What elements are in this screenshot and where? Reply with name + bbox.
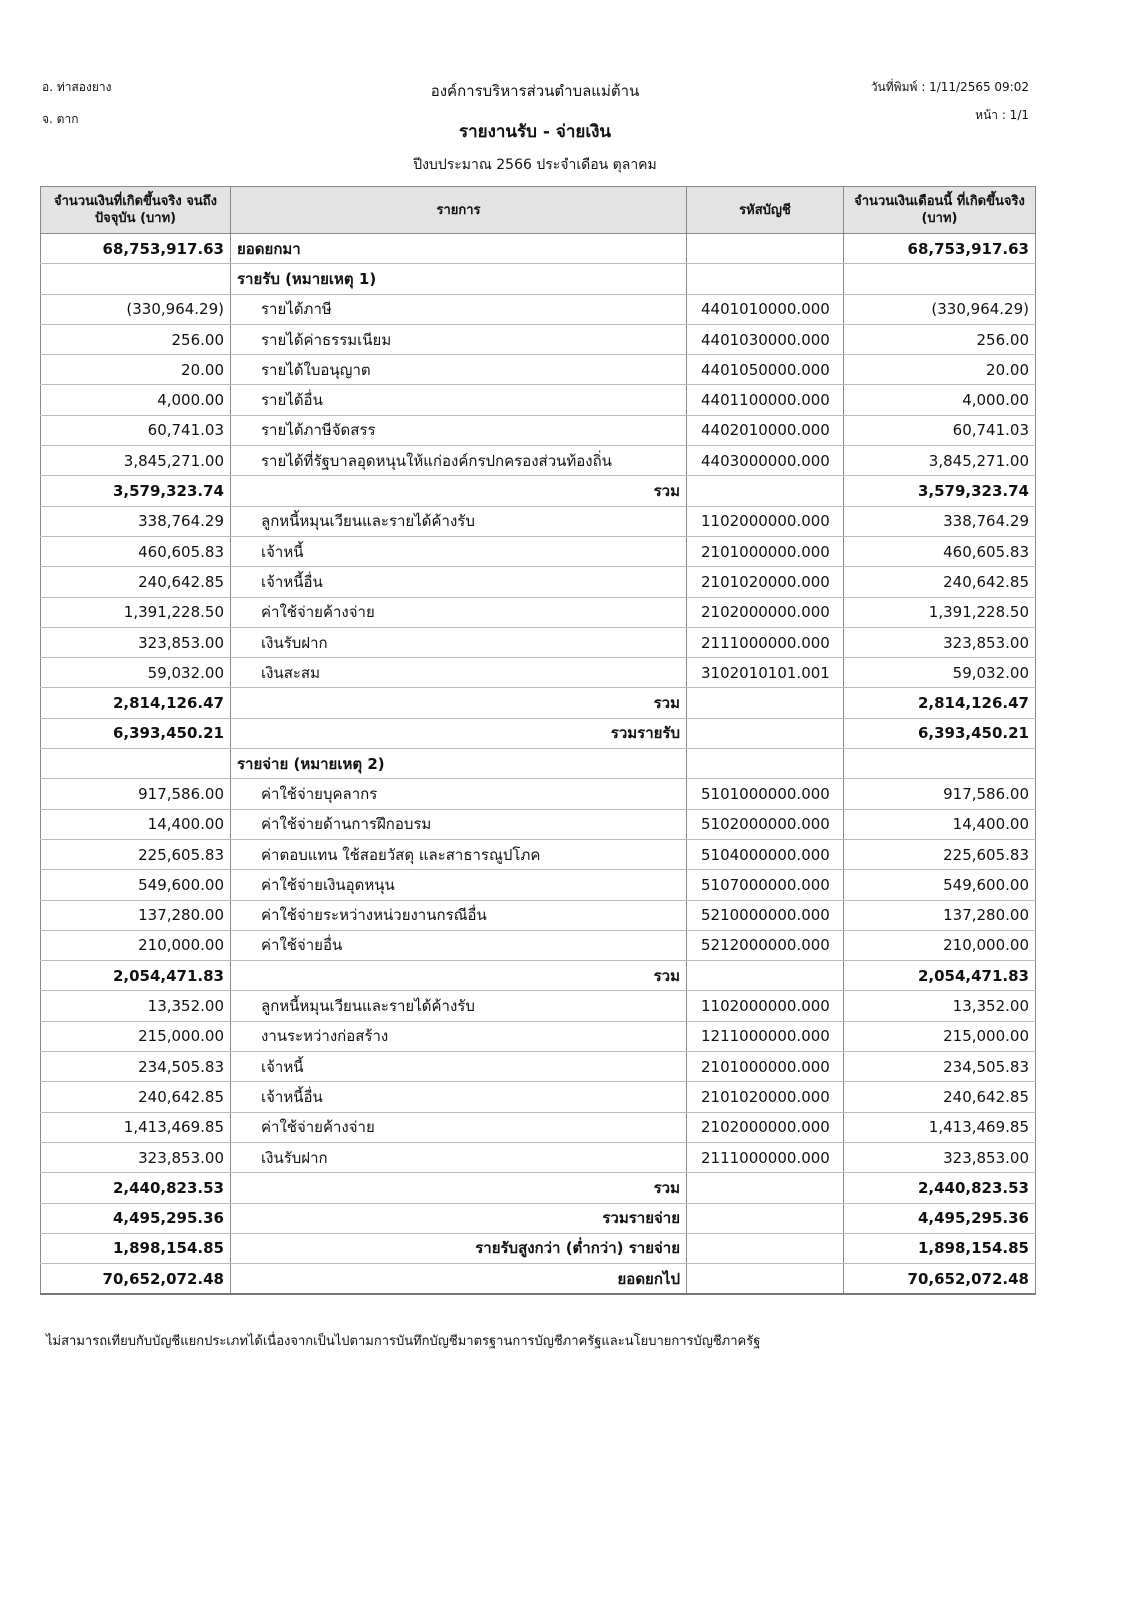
cell-month-amount: 14,400.00 xyxy=(844,809,1036,839)
cell-item-label: ค่าใช้จ่ายด้านการฝึกอบรม xyxy=(231,809,687,839)
table-row xyxy=(41,264,1036,294)
cell-account-code: 3102010101.001 xyxy=(687,658,844,688)
cell-ytd-amount: 4,495,295.36 xyxy=(41,1203,231,1233)
cell-ytd-amount: (330,964.29) xyxy=(41,294,231,324)
cell-item-label: ค่าใช้จ่ายค้างจ่าย xyxy=(231,597,687,627)
report-subtitle: ปีงบประมาณ 2566 ประจำเดือน ตุลาคม xyxy=(413,157,657,173)
table-row xyxy=(41,1203,1036,1233)
cell-account-code: 4401050000.000 xyxy=(687,355,844,385)
cell-month-amount: 240,642.85 xyxy=(844,567,1036,597)
table-row xyxy=(41,658,1036,688)
cell-month-amount: 460,605.83 xyxy=(844,536,1036,566)
cell-ytd-amount: 70,652,072.48 xyxy=(41,1264,231,1295)
cell-account-code xyxy=(687,1203,844,1233)
cell-ytd-amount xyxy=(41,749,231,779)
cell-month-amount: 68,753,917.63 xyxy=(844,234,1036,264)
table-row xyxy=(41,1021,1036,1051)
cell-item-label: รวมรายจ่าย xyxy=(231,1203,687,1233)
cell-item-label: ค่าใช้จ่ายบุคลากร xyxy=(231,779,687,809)
cell-ytd-amount: 3,845,271.00 xyxy=(41,446,231,476)
cell-item-label: งานระหว่างก่อสร้าง xyxy=(231,1021,687,1051)
cell-month-amount: 1,413,469.85 xyxy=(844,1112,1036,1142)
cell-item-label: รายได้อื่น xyxy=(231,385,687,415)
cell-account-code: 4403000000.000 xyxy=(687,446,844,476)
cell-account-code xyxy=(687,476,844,506)
table-row xyxy=(41,749,1036,779)
cell-month-amount: 59,032.00 xyxy=(844,658,1036,688)
cell-month-amount: 549,600.00 xyxy=(844,870,1036,900)
cell-item-label: ค่าใช้จ่ายอื่น xyxy=(231,930,687,960)
table-row xyxy=(41,779,1036,809)
cell-ytd-amount: 4,000.00 xyxy=(41,385,231,415)
cell-month-amount: 2,440,823.53 xyxy=(844,1173,1036,1203)
cell-ytd-amount xyxy=(41,264,231,294)
table-row xyxy=(41,1233,1036,1263)
cell-ytd-amount: 1,391,228.50 xyxy=(41,597,231,627)
cell-ytd-amount: 2,440,823.53 xyxy=(41,1173,231,1203)
cell-item-label: รายได้ใบอนุญาต xyxy=(231,355,687,385)
cell-ytd-amount: 137,280.00 xyxy=(41,900,231,930)
cell-ytd-amount: 13,352.00 xyxy=(41,991,231,1021)
table-row xyxy=(41,1173,1036,1203)
page-number: หน้า : 1/1 xyxy=(975,108,1029,122)
table-row xyxy=(41,1112,1036,1142)
cell-item-label: เงินรับฝาก xyxy=(231,627,687,657)
table-row xyxy=(41,355,1036,385)
cell-item-label: เจ้าหนี้อื่น xyxy=(231,567,687,597)
table-row xyxy=(41,597,1036,627)
cell-ytd-amount: 20.00 xyxy=(41,355,231,385)
cell-account-code xyxy=(687,718,844,748)
cell-month-amount: 6,393,450.21 xyxy=(844,718,1036,748)
cell-ytd-amount: 59,032.00 xyxy=(41,658,231,688)
cell-item-label: เงินสะสม xyxy=(231,658,687,688)
cell-account-code: 4401030000.000 xyxy=(687,324,844,354)
cell-ytd-amount: 6,393,450.21 xyxy=(41,718,231,748)
table-row xyxy=(41,1264,1036,1295)
cell-item-label: รายได้ภาษีจัดสรร xyxy=(231,415,687,445)
cell-account-code: 4402010000.000 xyxy=(687,415,844,445)
cell-month-amount: 20.00 xyxy=(844,355,1036,385)
cell-month-amount: 234,505.83 xyxy=(844,1052,1036,1082)
cell-ytd-amount: 323,853.00 xyxy=(41,1142,231,1172)
cell-ytd-amount: 2,814,126.47 xyxy=(41,688,231,718)
cell-ytd-amount: 240,642.85 xyxy=(41,567,231,597)
province-label: จ. ตาก xyxy=(42,112,79,126)
cell-month-amount: 70,652,072.48 xyxy=(844,1264,1036,1295)
cell-item-label: ค่าตอบแทน ใช้สอยวัสดุ และสาธารณูปโภค xyxy=(231,839,687,869)
cell-ytd-amount: 3,579,323.74 xyxy=(41,476,231,506)
cell-ytd-amount: 14,400.00 xyxy=(41,809,231,839)
table-row xyxy=(41,991,1036,1021)
organization-name: องค์การบริหารส่วนตำบลแม่ต้าน xyxy=(430,82,640,100)
table-row xyxy=(41,506,1036,536)
cell-ytd-amount: 1,898,154.85 xyxy=(41,1233,231,1263)
cell-month-amount: 323,853.00 xyxy=(844,1142,1036,1172)
cell-ytd-amount: 917,586.00 xyxy=(41,779,231,809)
table-row xyxy=(41,536,1036,566)
cell-account-code: 2101000000.000 xyxy=(687,536,844,566)
table-row xyxy=(41,688,1036,718)
cell-ytd-amount: 215,000.00 xyxy=(41,1021,231,1051)
table-row xyxy=(41,1052,1036,1082)
table-row xyxy=(41,870,1036,900)
cell-account-code: 2102000000.000 xyxy=(687,597,844,627)
footnote: ไม่สามารถเทียบกับบัญชีแยกประเภทได้เนื่องจากเป็นไปตามการบันทึกบัญชีมาตรฐานการบัญชีภาครัฐและนโยบายการบัญชีภาครัฐ xyxy=(46,1334,761,1349)
cell-month-amount: 215,000.00 xyxy=(844,1021,1036,1051)
cell-month-amount: 4,000.00 xyxy=(844,385,1036,415)
cell-account-code: 5210000000.000 xyxy=(687,900,844,930)
cell-account-code xyxy=(687,1264,844,1295)
cell-month-amount: 4,495,295.36 xyxy=(844,1203,1036,1233)
table-body xyxy=(41,234,1036,1295)
cell-month-amount: 225,605.83 xyxy=(844,839,1036,869)
cell-month-amount: 210,000.00 xyxy=(844,930,1036,960)
table-row xyxy=(41,809,1036,839)
table-row xyxy=(41,385,1036,415)
cell-item-label: ยอดยกไป xyxy=(231,1264,687,1295)
table-row xyxy=(41,476,1036,506)
cell-item-label: รายจ่าย (หมายเหตุ 2) xyxy=(231,749,687,779)
cell-month-amount: 137,280.00 xyxy=(844,900,1036,930)
cell-item-label: ค่าใช้จ่ายค้างจ่าย xyxy=(231,1112,687,1142)
cell-account-code: 5212000000.000 xyxy=(687,930,844,960)
cell-ytd-amount: 256.00 xyxy=(41,324,231,354)
cell-account-code xyxy=(687,264,844,294)
cell-item-label: รวมรายรับ xyxy=(231,718,687,748)
cell-item-label: เงินรับฝาก xyxy=(231,1142,687,1172)
cell-account-code: 5101000000.000 xyxy=(687,779,844,809)
cell-account-code: 1102000000.000 xyxy=(687,506,844,536)
cell-account-code xyxy=(687,688,844,718)
cell-item-label: เจ้าหนี้อื่น xyxy=(231,1082,687,1112)
cell-ytd-amount: 210,000.00 xyxy=(41,930,231,960)
table-row xyxy=(41,324,1036,354)
cell-item-label: รายรับสูงกว่า (ต่ำกว่า) รายจ่าย xyxy=(231,1233,687,1263)
cell-account-code: 2111000000.000 xyxy=(687,1142,844,1172)
cell-item-label: รายได้ภาษี xyxy=(231,294,687,324)
cell-item-label: รวม xyxy=(231,476,687,506)
cell-ytd-amount: 240,642.85 xyxy=(41,1082,231,1112)
cell-account-code: 5107000000.000 xyxy=(687,870,844,900)
cell-month-amount: (330,964.29) xyxy=(844,294,1036,324)
cell-item-label: รายรับ (หมายเหตุ 1) xyxy=(231,264,687,294)
cell-item-label: รวม xyxy=(231,688,687,718)
cell-account-code: 5104000000.000 xyxy=(687,839,844,869)
cell-account-code: 2101020000.000 xyxy=(687,567,844,597)
cell-ytd-amount: 338,764.29 xyxy=(41,506,231,536)
column-header-month: จำนวนเงินเดือนนี้ ที่เกิดขึ้นจริง (บาท) xyxy=(844,187,1036,234)
cell-month-amount: 2,814,126.47 xyxy=(844,688,1036,718)
cell-month-amount xyxy=(844,264,1036,294)
cell-month-amount: 256.00 xyxy=(844,324,1036,354)
cell-ytd-amount: 1,413,469.85 xyxy=(41,1112,231,1142)
receipts-payments-table xyxy=(40,186,1036,1295)
table-row xyxy=(41,1142,1036,1172)
cell-account-code: 1102000000.000 xyxy=(687,991,844,1021)
cell-ytd-amount: 549,600.00 xyxy=(41,870,231,900)
cell-account-code: 4401010000.000 xyxy=(687,294,844,324)
cell-item-label: เจ้าหนี้ xyxy=(231,1052,687,1082)
table-row xyxy=(41,294,1036,324)
cell-account-code: 4401100000.000 xyxy=(687,385,844,415)
table-header-row xyxy=(41,187,1036,234)
cell-account-code xyxy=(687,1173,844,1203)
table-row xyxy=(41,900,1036,930)
cell-account-code: 2111000000.000 xyxy=(687,627,844,657)
cell-account-code: 2102000000.000 xyxy=(687,1112,844,1142)
table-row xyxy=(41,1082,1036,1112)
table-row xyxy=(41,627,1036,657)
cell-item-label: ค่าใช้จ่ายระหว่างหน่วยงานกรณีอื่น xyxy=(231,900,687,930)
cell-month-amount: 240,642.85 xyxy=(844,1082,1036,1112)
cell-ytd-amount: 460,605.83 xyxy=(41,536,231,566)
cell-ytd-amount: 323,853.00 xyxy=(41,627,231,657)
table-row xyxy=(41,415,1036,445)
cell-item-label: ลูกหนี้หมุนเวียนและรายได้ค้างรับ xyxy=(231,506,687,536)
cell-account-code xyxy=(687,749,844,779)
cell-month-amount: 13,352.00 xyxy=(844,991,1036,1021)
cell-account-code: 1211000000.000 xyxy=(687,1021,844,1051)
cell-ytd-amount: 225,605.83 xyxy=(41,839,231,869)
cell-month-amount: 323,853.00 xyxy=(844,627,1036,657)
report-title: รายงานรับ - จ่ายเงิน xyxy=(458,122,612,142)
district-label: อ. ท่าสองยาง xyxy=(42,80,112,94)
table-row xyxy=(41,961,1036,991)
cell-item-label: รวม xyxy=(231,1173,687,1203)
cell-account-code: 2101000000.000 xyxy=(687,1052,844,1082)
cell-ytd-amount: 2,054,471.83 xyxy=(41,961,231,991)
cell-month-amount: 1,898,154.85 xyxy=(844,1233,1036,1263)
table-row xyxy=(41,930,1036,960)
cell-ytd-amount: 68,753,917.63 xyxy=(41,234,231,264)
cell-month-amount: 3,579,323.74 xyxy=(844,476,1036,506)
table-row xyxy=(41,839,1036,869)
cell-item-label: เจ้าหนี้ xyxy=(231,536,687,566)
cell-month-amount: 1,391,228.50 xyxy=(844,597,1036,627)
cell-item-label: รวม xyxy=(231,961,687,991)
print-date: วันที่พิมพ์ : 1/11/2565 09:02 xyxy=(870,80,1029,94)
cell-item-label: ลูกหนี้หมุนเวียนและรายได้ค้างรับ xyxy=(231,991,687,1021)
cell-item-label: รายได้ค่าธรรมเนียม xyxy=(231,324,687,354)
cell-account-code xyxy=(687,234,844,264)
column-header-item: รายการ xyxy=(231,187,687,234)
table-row xyxy=(41,446,1036,476)
cell-month-amount: 3,845,271.00 xyxy=(844,446,1036,476)
cell-account-code: 2101020000.000 xyxy=(687,1082,844,1112)
cell-ytd-amount: 60,741.03 xyxy=(41,415,231,445)
cell-month-amount: 917,586.00 xyxy=(844,779,1036,809)
table-row xyxy=(41,567,1036,597)
cell-month-amount xyxy=(844,749,1036,779)
column-header-ytd: จำนวนเงินที่เกิดขึ้นจริง จนถึงปัจจุบัน (บาท) xyxy=(41,187,231,234)
cell-month-amount: 60,741.03 xyxy=(844,415,1036,445)
cell-account-code xyxy=(687,961,844,991)
column-header-code: รหัสบัญชี xyxy=(687,187,844,234)
cell-month-amount: 338,764.29 xyxy=(844,506,1036,536)
cell-account-code xyxy=(687,1233,844,1263)
table-row xyxy=(41,234,1036,264)
cell-account-code: 5102000000.000 xyxy=(687,809,844,839)
table-row xyxy=(41,718,1036,748)
cell-item-label: รายได้ที่รัฐบาลอุดหนุนให้แก่องค์กรปกครองส่วนท้องถิ่น xyxy=(231,446,687,476)
cell-item-label: ยอดยกมา xyxy=(231,234,687,264)
cell-ytd-amount: 234,505.83 xyxy=(41,1052,231,1082)
cell-item-label: ค่าใช้จ่ายเงินอุดหนุน xyxy=(231,870,687,900)
cell-month-amount: 2,054,471.83 xyxy=(844,961,1036,991)
